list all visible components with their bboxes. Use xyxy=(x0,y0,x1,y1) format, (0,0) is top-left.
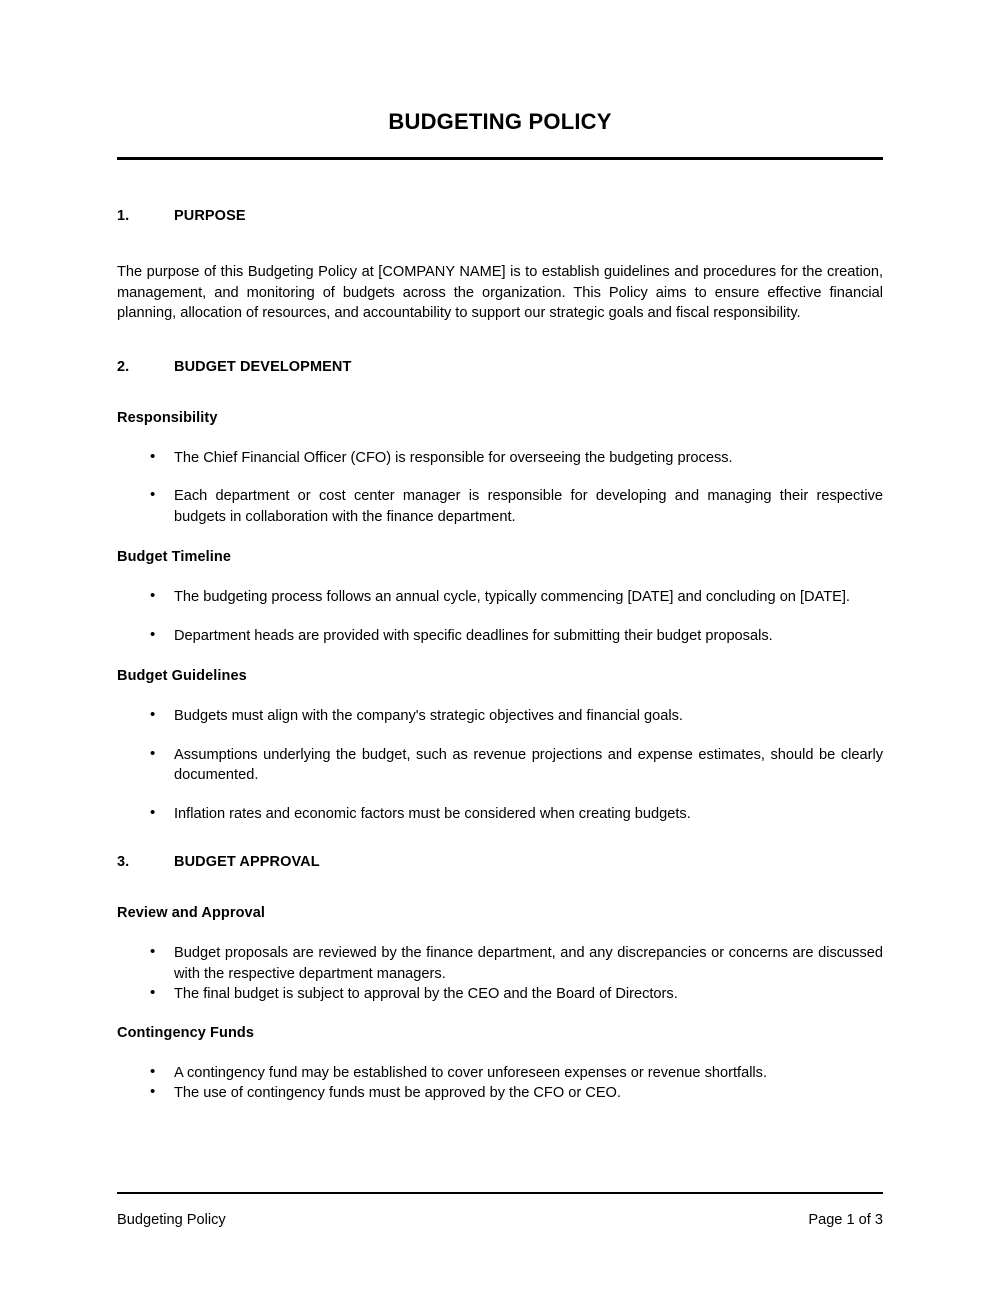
list-item: • Each department or cost center manager is responsible for developing and managing their respective budgets in collaboration with the finance department. xyxy=(117,486,883,527)
footer-page-number: Page 1 of 3 xyxy=(808,1212,883,1228)
list-budget-guidelines xyxy=(117,706,883,824)
section-label-1: PURPOSE xyxy=(174,208,246,225)
section-number-2: 2. xyxy=(117,358,130,375)
subheading-budget-guidelines: Budget Guidelines xyxy=(117,668,247,685)
section-label-2: BUDGET DEVELOPMENT xyxy=(174,358,352,375)
list-responsibility xyxy=(117,448,883,528)
list-item: • A contingency fund may be established to cover unforeseen expenses or revenue shortfalls. xyxy=(117,1063,883,1084)
list-item: • Inflation rates and economic factors must be considered when creating budgets. xyxy=(117,804,883,825)
subheading-responsibility: Responsibility xyxy=(117,409,218,426)
section-heading-1 xyxy=(117,208,883,224)
subheading-review-and-approval: Review and Approval xyxy=(117,905,266,922)
list-item: • Budgets must align with the company's strategic objectives and financial goals. xyxy=(117,706,883,727)
list-contingency-funds xyxy=(117,1063,883,1104)
section-number-3: 3. xyxy=(117,854,130,871)
footer-divider xyxy=(117,1192,883,1194)
list-review-and-approval xyxy=(117,943,883,1005)
list-item: • Assumptions underlying the budget, such as revenue projections and expense estimates, should be clearly documented. xyxy=(117,745,883,786)
list-item: • The Chief Financial Officer (CFO) is responsible for overseeing the budgeting process. xyxy=(117,448,883,469)
subheading-budget-timeline: Budget Timeline xyxy=(117,549,232,566)
list-item: • The final budget is subject to approval by the CEO and the Board of Directors. xyxy=(117,984,883,1005)
subheading-contingency-funds: Contingency Funds xyxy=(117,1024,255,1041)
section-heading-2 xyxy=(117,359,883,375)
footer-document-name: Budgeting Policy xyxy=(117,1212,226,1228)
section-heading-3 xyxy=(117,854,883,870)
list-item: • The budgeting process follows an annual cycle, typically commencing [DATE] and concluding on [DATE]. xyxy=(117,587,883,608)
purpose-paragraph: The purpose of this Budgeting Policy at [COMPANY NAME] is to establish guidelines and procedures for the creation, management, and monitoring of budgets across the organization. This Policy aims to ensure effective financial planning, allocation of resources, and accountability to support our strategic goals and fiscal responsibility. xyxy=(117,264,883,322)
document-content xyxy=(117,0,883,1104)
page-footer xyxy=(117,1192,883,1228)
list-item: • Department heads are provided with specific deadlines for submitting their budget proposals. xyxy=(117,626,883,647)
list-item: • The use of contingency funds must be approved by the CFO or CEO. xyxy=(117,1083,883,1104)
footer-row xyxy=(117,1212,883,1228)
list-item: • Budget proposals are reviewed by the finance department, and any discrepancies or concerns are discussed with the respective department managers. xyxy=(117,943,883,984)
section-number-1: 1. xyxy=(117,208,130,225)
page-title: BUDGETING POLICY xyxy=(388,109,612,134)
list-budget-timeline xyxy=(117,587,883,646)
section-label-3: BUDGET APPROVAL xyxy=(174,854,320,871)
